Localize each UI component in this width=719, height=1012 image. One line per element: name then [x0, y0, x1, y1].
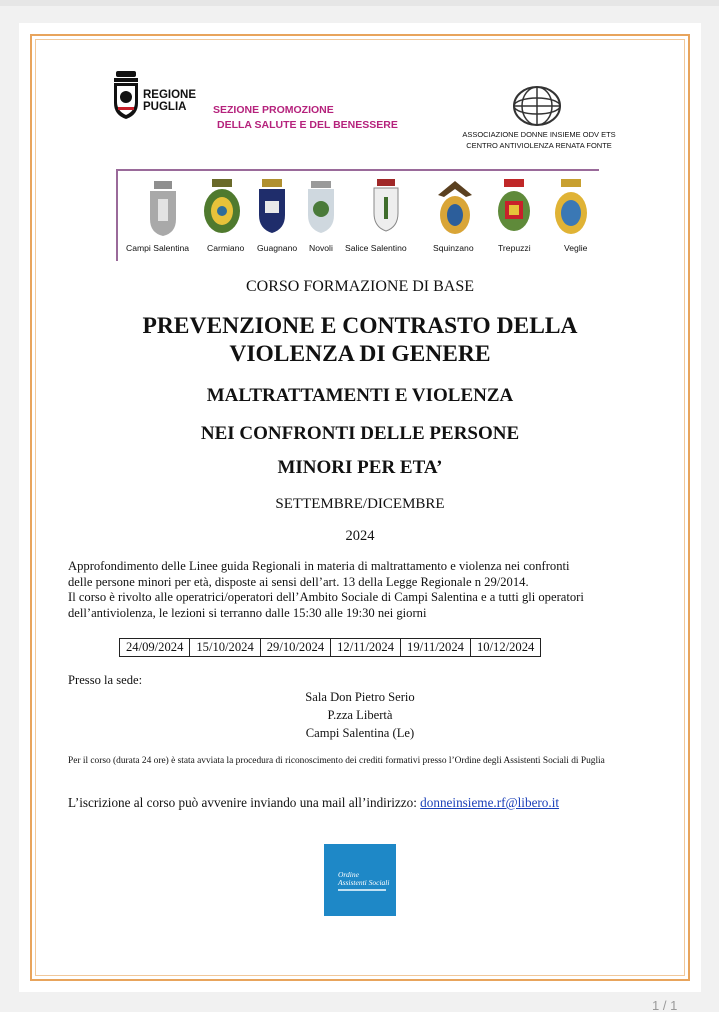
registration-text: L’iscrizione al corso può avvenire inviando una mail all’indirizzo: — [68, 795, 421, 810]
veglie-crest-icon — [553, 179, 589, 237]
title-line1: PREVENZIONE E CONTRASTO DELLA — [142, 313, 578, 339]
document-page — [19, 23, 701, 992]
sezione-title — [213, 103, 398, 133]
lesson-date: 15/10/2024 — [190, 639, 260, 657]
ordine-line1: Ordine — [338, 870, 359, 879]
subtitle-line2: NEI CONFRONTI DELLE PERSONE — [200, 423, 520, 444]
page-title — [19, 312, 701, 368]
municipality-label: Novoli — [309, 243, 333, 253]
municipality-label: Guagnano — [257, 243, 298, 253]
venue-intro: Presso la sede: — [68, 673, 143, 687]
page-indicator: 1 / 1 — [652, 998, 678, 1012]
guagnano-crest-icon — [257, 179, 287, 235]
municipality-label: Salice Salentino — [345, 243, 407, 253]
regione-crest-icon — [111, 69, 141, 121]
course-type: CORSO FORMAZIONE DI BASE — [245, 278, 475, 295]
lesson-dates-table — [119, 638, 541, 657]
subtitle-line3: MINORI PER ETA’ — [277, 457, 443, 478]
sezione-line2: DELLA SALUTE E DEL BENESSERE — [217, 119, 398, 131]
squinzano-crest-icon — [436, 179, 474, 237]
regione-line1: REGIONE — [143, 89, 197, 101]
campi-salentina-crest-icon — [146, 179, 180, 237]
course-description: Approfondimento delle Linee guida Regionali in materia di maltrattamento e violenza nei confronti delle persone minori per età, disposte ai sensi dell’art. 13 della Legge Regionale n 29/2014. Il corso è rivolto alle operatrici/operatori dell’Ambito Sociale di Campi Salentina e a tutti gli operatori dell’antiviolenza, le lezioni si terranno dalle 15:30 alle 19:30 nei giorni — [68, 559, 584, 620]
municipality-label: Campi Salentina — [126, 243, 190, 253]
lesson-date: 19/11/2024 — [401, 639, 471, 657]
novoli-crest-icon — [306, 179, 336, 235]
salice-salentino-crest-icon — [372, 179, 400, 233]
title-line2: VIOLENZA DI GENERE — [229, 341, 491, 367]
lesson-date: 10/12/2024 — [470, 639, 540, 657]
viewer-top-bar — [0, 0, 719, 6]
course-period: SETTEMBRE/DICEMBRE — [275, 496, 445, 512]
associazione-name — [444, 129, 634, 151]
municipality-label: Carmiano — [207, 243, 245, 253]
credits-note: Per il corso (durata 24 ore) è stata avviata la procedura di riconoscimento dei crediti formativi presso l’Ordine degli Assistenti Sociali di Puglia — [68, 756, 605, 766]
municipality-label: Trepuzzi — [498, 243, 531, 253]
regione-puglia-logo — [111, 69, 221, 121]
trepuzzi-crest-icon — [496, 179, 532, 235]
regione-line2: PUGLIA — [143, 101, 187, 113]
carmiano-crest-icon — [202, 179, 242, 237]
sezione-line1: SEZIONE PROMOZIONE — [213, 104, 334, 116]
registration-info — [68, 795, 559, 811]
municipality-label: Veglie — [564, 243, 588, 253]
assoc-line2: CENTRO ANTIVIOLENZA RENATA FONTE — [466, 141, 612, 150]
associazione-logo-icon — [512, 85, 562, 127]
ordine-line2: Assistenti Sociali — [338, 878, 390, 887]
lesson-date: 24/09/2024 — [120, 639, 190, 657]
subtitle-line1: MALTRATTAMENTI E VIOLENZA — [206, 385, 514, 406]
registration-email-link[interactable]: donneinsieme.rf@libero.it — [420, 795, 560, 810]
assoc-line1: ASSOCIAZIONE DONNE INSIEME ODV ETS — [462, 130, 616, 139]
venue-address: Sala Don Pietro Serio P.zza Libertà Campi Salentina (Le) — [305, 690, 415, 740]
municipalities-banner — [116, 169, 599, 261]
municipality-label: Squinzano — [433, 243, 474, 253]
ordine-assistenti-sociali-logo — [324, 844, 396, 916]
lesson-date: 12/11/2024 — [331, 639, 401, 657]
course-year: 2024 — [345, 528, 375, 544]
lesson-date: 29/10/2024 — [260, 639, 330, 657]
